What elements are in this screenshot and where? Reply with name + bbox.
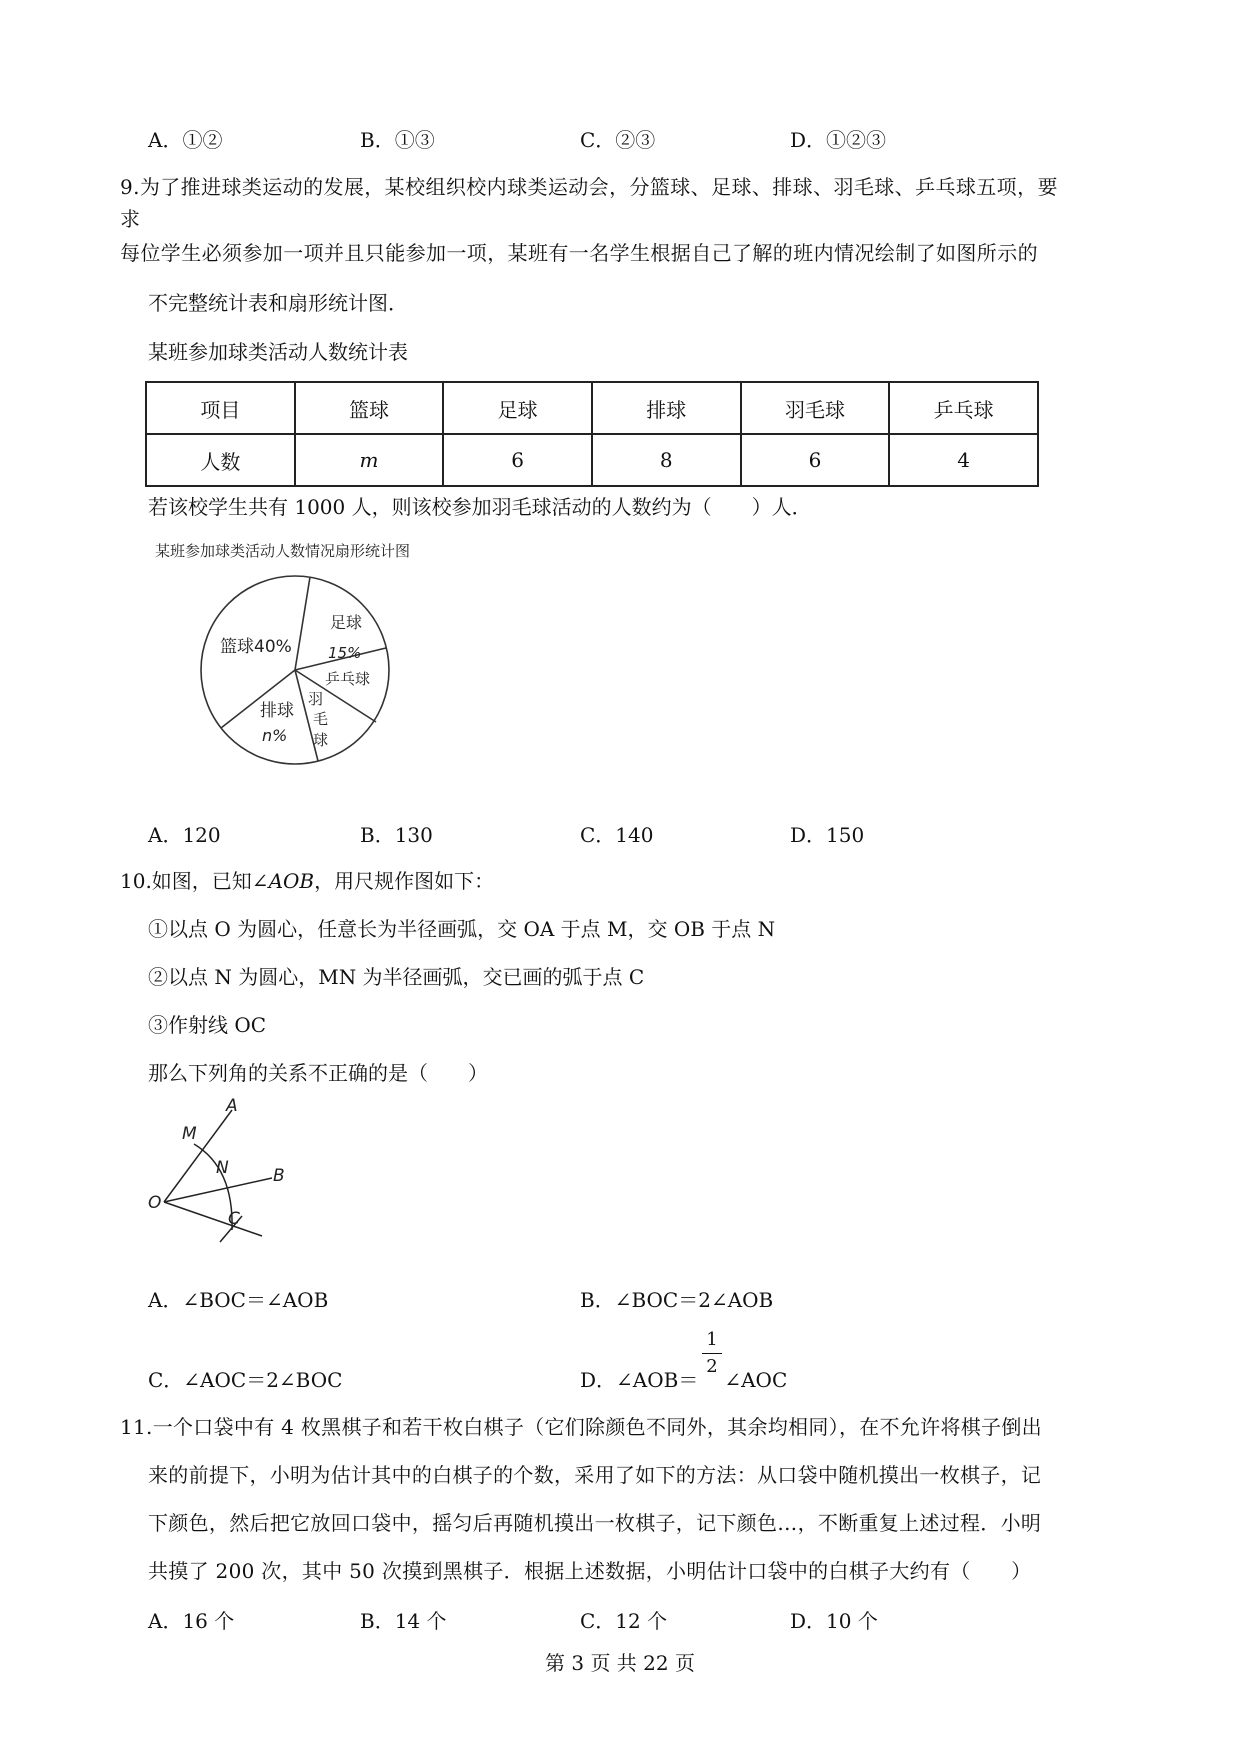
- q10-intro-angle: AOB: [268, 869, 315, 893]
- pie-label-badminton-2: 毛: [313, 710, 329, 728]
- label-m: M: [182, 1124, 197, 1144]
- table-cell: 人数: [146, 434, 295, 486]
- table-row: [146, 434, 1038, 486]
- pie-label-volleyball-pct: n%: [262, 726, 288, 745]
- q10-option-d-suffix: ∠AOC: [724, 1368, 788, 1392]
- statistics-table: [145, 381, 1039, 487]
- table-header-cell: 排球: [592, 382, 741, 434]
- q11-option-c: C．12 个: [580, 1609, 668, 1633]
- q9-table-title: 某班参加球类活动人数统计表: [148, 340, 408, 364]
- pie-label-pingpong: 乒乓球: [325, 670, 371, 688]
- q9-text-line1: 9.为了推进球类运动的发展，某校组织校内球类运动会，分篮球、足球、排球、羽毛球、乒乓球五项，要: [120, 175, 1058, 199]
- page-footer: 第 3 页 共 22 页: [545, 1651, 695, 1675]
- q8-option-a: A．①②: [148, 128, 223, 152]
- ray-ob: [164, 1178, 272, 1202]
- label-b: B: [273, 1166, 285, 1186]
- label-o: O: [148, 1193, 162, 1213]
- pie-label-basketball: 篮球40%: [220, 637, 292, 657]
- pie-chart-figure: [150, 536, 460, 766]
- pie-label-football-pct: 15%: [328, 644, 362, 662]
- pie-title: 某班参加球类活动人数情况扇形统计图: [155, 542, 411, 560]
- table-cell: m: [295, 434, 444, 486]
- table-header-cell: 羽毛球: [741, 382, 890, 434]
- q10-option-c: C．∠AOC＝2∠BOC: [148, 1368, 343, 1392]
- q10-step-1: ①以点 O 为圆心，任意长为半径画弧，交 OA 于点 M，交 OB 于点 N: [148, 917, 776, 941]
- q10-option-d: [580, 1367, 787, 1393]
- q9-question: 若该校学生共有 1000 人，则该校参加羽毛球活动的人数约为（ ）人．: [148, 495, 812, 519]
- table-header-cell: 足球: [443, 382, 592, 434]
- q10-option-d-prefix: D．∠AOB＝: [580, 1368, 699, 1392]
- table-cell: 6: [741, 434, 890, 486]
- q11-text-line4: 共摸了 200 次，其中 50 次摸到黑棋子．根据上述数据，小明估计口袋中的白棋子大约有（ ）: [148, 1559, 1032, 1583]
- q9-option-c: C．140: [580, 823, 654, 847]
- q9-option-d: D．150: [790, 823, 865, 847]
- q10-intro-prefix: 10.如图，已知∠: [120, 869, 269, 893]
- fraction-numerator: 1: [706, 1329, 718, 1350]
- q9-option-a: A．120: [148, 823, 221, 847]
- q10-option-a: A．∠BOC＝∠AOB: [148, 1288, 329, 1312]
- q8-option-b: B．①③: [360, 128, 435, 152]
- table-header-cell: 项目: [146, 382, 295, 434]
- q10-intro-suffix: ，用尺规作图如下：: [314, 869, 495, 893]
- q9-text-line2: 每位学生必须参加一项并且只能参加一项，某班有一名学生根据自己了解的班内情况绘制了如图所示的: [120, 241, 1038, 265]
- label-c: C: [228, 1209, 240, 1229]
- label-n: N: [216, 1158, 229, 1178]
- label-a: A: [226, 1098, 238, 1116]
- q11-option-d: D．10 个: [790, 1609, 878, 1633]
- pie-divider: [295, 577, 310, 670]
- q8-option-d: D．①②③: [790, 128, 887, 152]
- ray-oc: [164, 1202, 262, 1236]
- q11-option-a: A．16 个: [148, 1609, 235, 1633]
- arc-centered-o: [194, 1144, 232, 1230]
- table-cell: 6: [443, 434, 592, 486]
- pie-label-badminton-3: 球: [313, 731, 329, 749]
- q10-step-2: ②以点 N 为圆心，MN 为半径画弧，交已画的弧于点 C: [148, 965, 645, 989]
- q9-option-b: B．130: [360, 823, 433, 847]
- ray-oa: [164, 1110, 232, 1202]
- q9-text-line3: 不完整统计表和扇形统计图．: [148, 291, 408, 315]
- q9-text-line1b: 求: [120, 207, 140, 231]
- pie-label-badminton-1: 羽: [308, 690, 324, 708]
- q10-question: 那么下列角的关系不正确的是（ ）: [148, 1061, 488, 1085]
- pie-label-volleyball: 排球: [260, 701, 294, 721]
- angle-construction-figure: [142, 1098, 302, 1248]
- q10-option-b: B．∠BOC＝2∠AOB: [580, 1288, 774, 1312]
- fraction-denominator: 2: [706, 1356, 718, 1377]
- table-cell: 8: [592, 434, 741, 486]
- table-row: [146, 382, 1038, 434]
- q11-text-line3: 下颜色，然后把它放回口袋中，摇匀后再随机摸出一枚棋子，记下颜色…，不断重复上述过程．小明: [148, 1511, 1042, 1535]
- fraction-bar: [702, 1353, 722, 1354]
- table-header-cell: 篮球: [295, 382, 444, 434]
- q10-step-3: ③作射线 OC: [148, 1013, 267, 1037]
- pie-label-football: 足球: [330, 613, 363, 632]
- q11-text-line1: 11.一个口袋中有 4 枚黑棋子和若干枚白棋子（它们除颜色不同外，其余均相同），在不允许将棋子倒出: [120, 1415, 1042, 1439]
- q8-option-c: C．②③: [580, 128, 656, 152]
- table-header-cell: 乒乓球: [889, 382, 1038, 434]
- table-cell: 4: [889, 434, 1038, 486]
- q11-text-line2: 来的前提下，小明为估计其中的白棋子的个数，采用了如下的方法：从口袋中随机摸出一枚棋子，记: [148, 1463, 1042, 1487]
- q11-option-b: B．14 个: [360, 1609, 447, 1633]
- q10-intro: [120, 868, 494, 894]
